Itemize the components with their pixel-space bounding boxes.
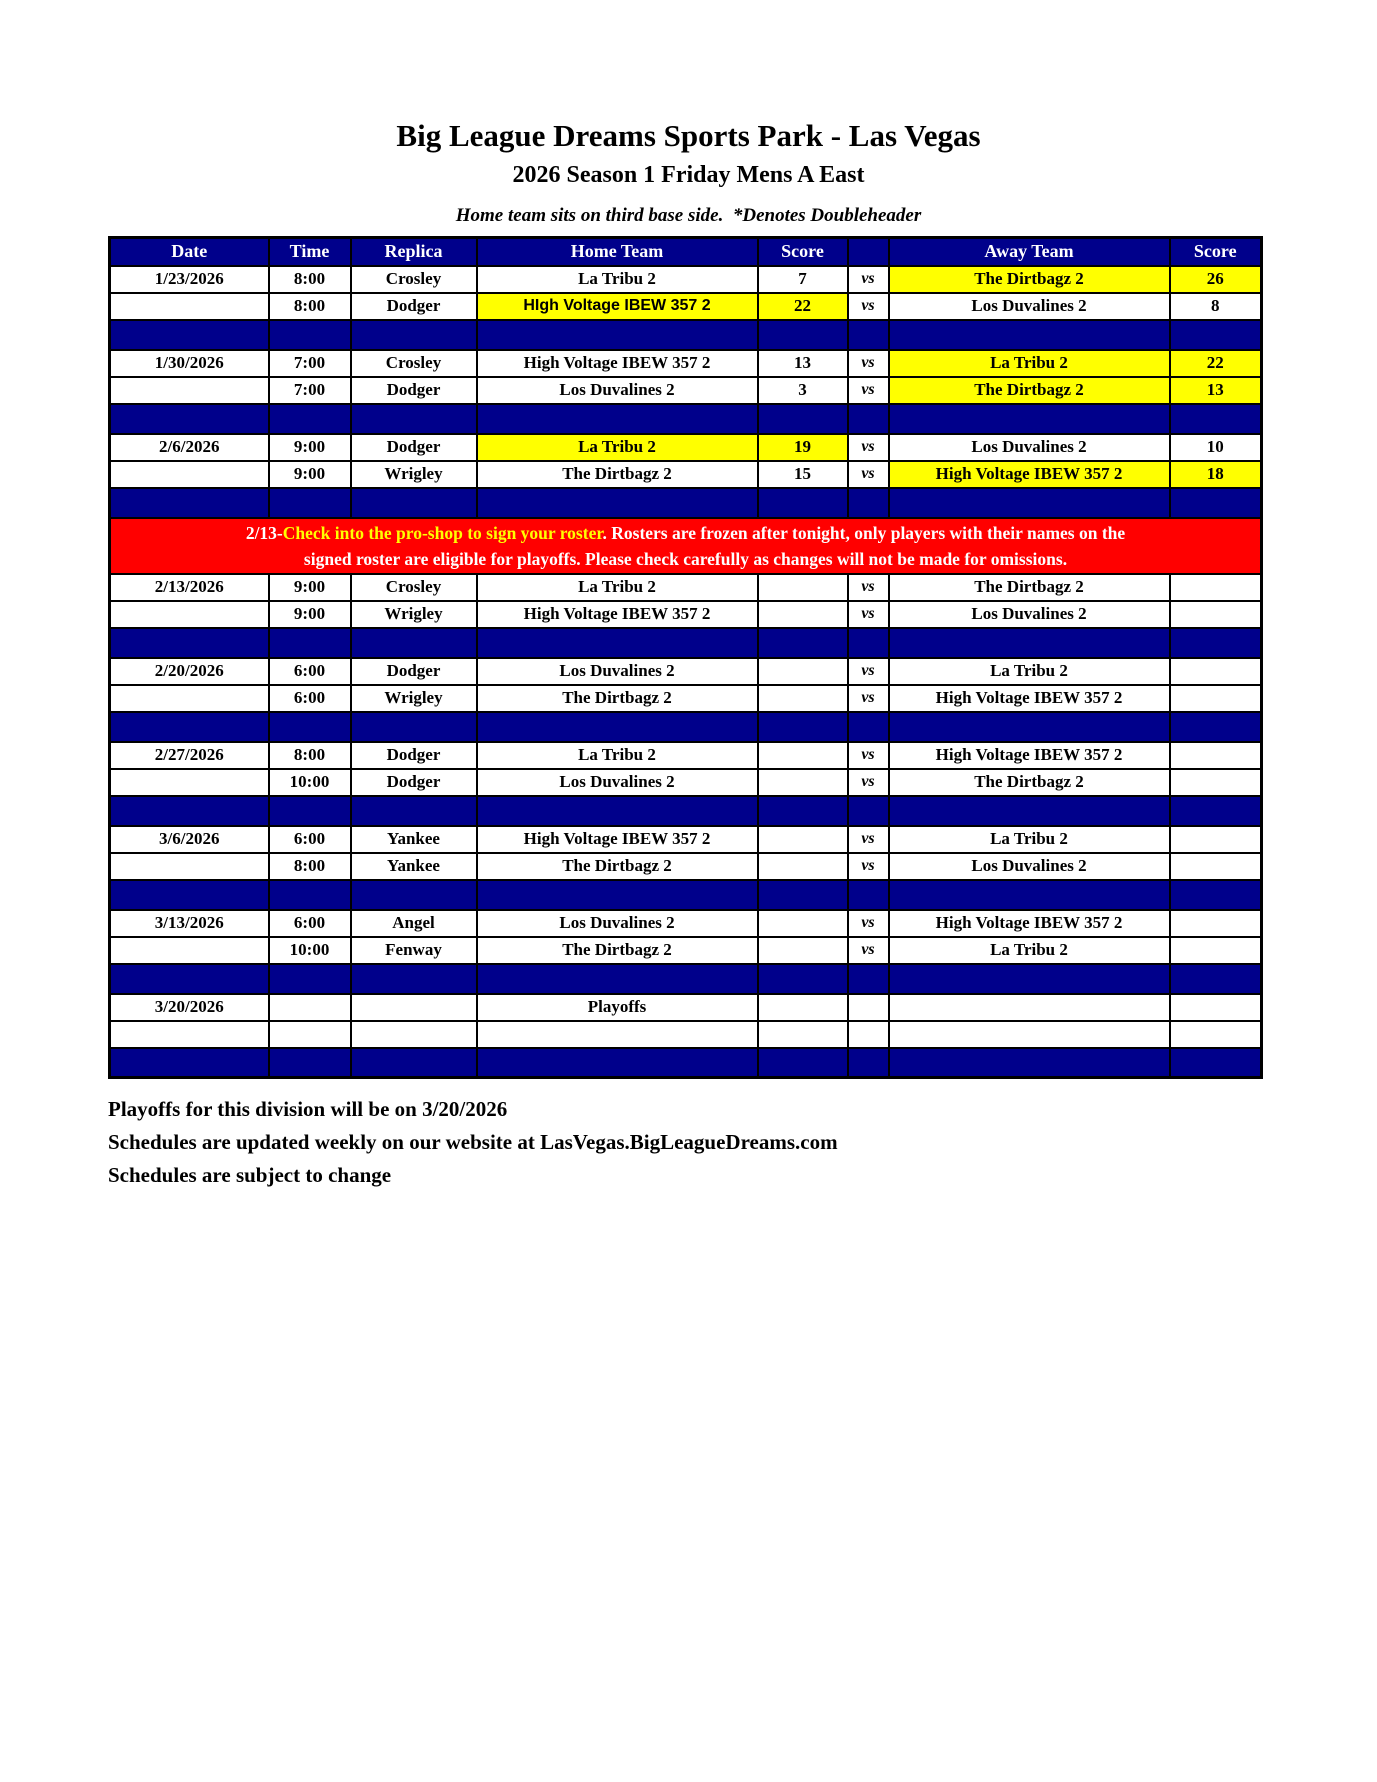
column-header: Away Team: [889, 238, 1170, 266]
away-team-cell: The Dirtbagz 2: [889, 266, 1170, 293]
date-cell: 3/6/2026: [110, 826, 269, 853]
date-cell: [110, 377, 269, 404]
separator-cell: [1170, 1048, 1262, 1078]
separator-row: [110, 964, 1262, 994]
date-cell: 2/13/2026: [110, 574, 269, 601]
separator-cell: [110, 796, 269, 826]
time-cell: [269, 1021, 351, 1048]
home-score-cell: [758, 742, 848, 769]
time-cell: 9:00: [269, 434, 351, 461]
replica-cell: Dodger: [351, 377, 477, 404]
separator-cell: [269, 320, 351, 350]
replica-cell: Wrigley: [351, 601, 477, 628]
game-row: [110, 574, 1262, 601]
banner-highlight-text: Check into the pro-shop to sign your roster: [282, 522, 603, 543]
time-cell: 9:00: [269, 461, 351, 488]
away-team-cell: [889, 994, 1170, 1021]
time-cell: 9:00: [269, 574, 351, 601]
home-team-cell: Playoffs: [477, 994, 758, 1021]
away-team-cell: High Voltage IBEW 357 2: [889, 685, 1170, 712]
vs-cell: [848, 994, 889, 1021]
separator-cell: [758, 488, 848, 518]
separator-cell: [351, 712, 477, 742]
away-score-cell: [1170, 853, 1262, 880]
separator-cell: [848, 320, 889, 350]
home-score-cell: [758, 826, 848, 853]
replica-cell: Dodger: [351, 293, 477, 320]
separator-cell: [1170, 964, 1262, 994]
separator-cell: [848, 964, 889, 994]
replica-cell: Dodger: [351, 742, 477, 769]
separator-cell: [351, 964, 477, 994]
home-team-cell: The Dirtbagz 2: [477, 937, 758, 964]
separator-row: [110, 1048, 1262, 1078]
separator-cell: [269, 796, 351, 826]
away-score-cell: 26: [1170, 266, 1262, 293]
game-row: [110, 266, 1262, 293]
separator-cell: [477, 628, 758, 658]
replica-cell: Crosley: [351, 266, 477, 293]
game-row: [110, 910, 1262, 937]
replica-cell: Dodger: [351, 434, 477, 461]
game-row: [110, 994, 1262, 1021]
separator-cell: [477, 712, 758, 742]
separator-cell: [477, 320, 758, 350]
replica-cell: Crosley: [351, 574, 477, 601]
game-row: [110, 826, 1262, 853]
column-header: Home Team: [477, 238, 758, 266]
replica-cell: Wrigley: [351, 461, 477, 488]
separator-cell: [110, 628, 269, 658]
home-score-cell: [758, 658, 848, 685]
vs-cell: vs: [848, 853, 889, 880]
separator-cell: [110, 712, 269, 742]
separator-cell: [477, 404, 758, 434]
away-score-cell: [1170, 742, 1262, 769]
away-score-cell: [1170, 826, 1262, 853]
schedule-table: [108, 236, 1263, 1079]
separator-cell: [110, 1048, 269, 1078]
separator-cell: [351, 1048, 477, 1078]
home-score-cell: [758, 685, 848, 712]
separator-cell: [269, 1048, 351, 1078]
away-score-cell: 10: [1170, 434, 1262, 461]
replica-cell: [351, 1021, 477, 1048]
game-row: [110, 742, 1262, 769]
separator-cell: [351, 628, 477, 658]
game-row: [110, 461, 1262, 488]
separator-row: [110, 404, 1262, 434]
time-cell: 8:00: [269, 293, 351, 320]
separator-cell: [1170, 320, 1262, 350]
game-row: [110, 1021, 1262, 1048]
separator-cell: [477, 488, 758, 518]
page-title: Big League Dreams Sports Park - Las Vegas: [396, 118, 981, 153]
away-team-cell: La Tribu 2: [889, 937, 1170, 964]
home-score-cell: 22: [758, 293, 848, 320]
home-team-cell: High Voltage IBEW 357 2: [477, 601, 758, 628]
separator-cell: [889, 628, 1170, 658]
separator-cell: [269, 880, 351, 910]
separator-row: [110, 628, 1262, 658]
separator-cell: [758, 404, 848, 434]
home-team-cell: Los Duvalines 2: [477, 910, 758, 937]
away-team-cell: High Voltage IBEW 357 2: [889, 742, 1170, 769]
game-row: [110, 685, 1262, 712]
home-team-cell: Los Duvalines 2: [477, 769, 758, 796]
banner-date-prefix: 2/13-: [245, 522, 283, 543]
vs-cell: vs: [848, 685, 889, 712]
column-header: Time: [269, 238, 351, 266]
date-cell: 3/13/2026: [110, 910, 269, 937]
home-score-cell: [758, 574, 848, 601]
away-score-cell: [1170, 769, 1262, 796]
separator-row: [110, 488, 1262, 518]
away-score-cell: [1170, 937, 1262, 964]
date-cell: [110, 601, 269, 628]
separator-cell: [1170, 712, 1262, 742]
home-score-cell: 13: [758, 350, 848, 377]
banner-line-1: [113, 520, 1258, 546]
away-score-cell: [1170, 574, 1262, 601]
separator-cell: [110, 880, 269, 910]
vs-cell: vs: [848, 293, 889, 320]
time-cell: 6:00: [269, 826, 351, 853]
separator-cell: [758, 712, 848, 742]
home-team-cell: La Tribu 2: [477, 574, 758, 601]
away-team-cell: La Tribu 2: [889, 658, 1170, 685]
separator-cell: [889, 796, 1170, 826]
vs-cell: vs: [848, 658, 889, 685]
separator-cell: [110, 488, 269, 518]
vs-cell: vs: [848, 574, 889, 601]
separator-cell: [110, 320, 269, 350]
separator-cell: [1170, 488, 1262, 518]
replica-cell: Yankee: [351, 826, 477, 853]
separator-cell: [889, 880, 1170, 910]
replica-cell: Crosley: [351, 350, 477, 377]
separator-cell: [269, 628, 351, 658]
time-cell: 6:00: [269, 910, 351, 937]
footer-line: Schedules are subject to change: [108, 1163, 392, 1187]
game-row: [110, 658, 1262, 685]
separator-row: [110, 796, 1262, 826]
away-score-cell: 22: [1170, 350, 1262, 377]
separator-cell: [351, 488, 477, 518]
division-subtitle: 2026 Season 1 Friday Mens A East: [512, 162, 865, 188]
separator-cell: [1170, 404, 1262, 434]
away-team-cell: The Dirtbagz 2: [889, 574, 1170, 601]
separator-cell: [269, 404, 351, 434]
home-team-cell: The Dirtbagz 2: [477, 853, 758, 880]
time-cell: [269, 994, 351, 1021]
away-team-cell: The Dirtbagz 2: [889, 377, 1170, 404]
column-header: Replica: [351, 238, 477, 266]
date-cell: [110, 685, 269, 712]
home-team-cell: The Dirtbagz 2: [477, 461, 758, 488]
separator-cell: [1170, 880, 1262, 910]
time-cell: 9:00: [269, 601, 351, 628]
time-cell: 8:00: [269, 266, 351, 293]
banner-line-2: signed roster are eligible for playoffs. Please check carefully as changes will not be made for omissions.: [303, 548, 1068, 569]
date-cell: [110, 937, 269, 964]
date-cell: 2/6/2026: [110, 434, 269, 461]
date-cell: 1/30/2026: [110, 350, 269, 377]
home-score-cell: [758, 910, 848, 937]
date-cell: [110, 769, 269, 796]
time-cell: 6:00: [269, 658, 351, 685]
separator-cell: [269, 964, 351, 994]
separator-cell: [351, 320, 477, 350]
separator-cell: [110, 404, 269, 434]
separator-cell: [477, 880, 758, 910]
date-cell: [110, 1021, 269, 1048]
home-score-cell: [758, 601, 848, 628]
away-team-cell: High Voltage IBEW 357 2: [889, 461, 1170, 488]
separator-cell: [269, 488, 351, 518]
footer-line: Schedules are updated weekly on our website at LasVegas.BigLeagueDreams.com: [108, 1130, 838, 1154]
separator-row: [110, 712, 1262, 742]
away-team-cell: La Tribu 2: [889, 826, 1170, 853]
home-score-cell: 15: [758, 461, 848, 488]
home-team-cell: Los Duvalines 2: [477, 377, 758, 404]
time-cell: 8:00: [269, 742, 351, 769]
separator-cell: [848, 712, 889, 742]
time-cell: 7:00: [269, 350, 351, 377]
time-cell: 10:00: [269, 769, 351, 796]
home-team-cell: La Tribu 2: [477, 434, 758, 461]
date-cell: [110, 461, 269, 488]
separator-cell: [477, 796, 758, 826]
vs-cell: vs: [848, 826, 889, 853]
separator-cell: [889, 712, 1170, 742]
vs-cell: vs: [848, 377, 889, 404]
game-row: [110, 937, 1262, 964]
game-row: [110, 601, 1262, 628]
vs-cell: vs: [848, 742, 889, 769]
home-team-cell: The Dirtbagz 2: [477, 685, 758, 712]
separator-cell: [758, 628, 848, 658]
home-score-cell: [758, 853, 848, 880]
home-team-cell: [477, 1021, 758, 1048]
away-team-cell: La Tribu 2: [889, 350, 1170, 377]
home-team-note: Home team sits on third base side. *Denotes Doubleheader: [455, 205, 922, 226]
vs-cell: vs: [848, 266, 889, 293]
away-score-cell: [1170, 601, 1262, 628]
separator-cell: [351, 404, 477, 434]
vs-column-header: [848, 238, 889, 266]
separator-cell: [1170, 796, 1262, 826]
home-team-cell: Los Duvalines 2: [477, 658, 758, 685]
time-cell: 7:00: [269, 377, 351, 404]
separator-cell: [110, 964, 269, 994]
replica-cell: Fenway: [351, 937, 477, 964]
home-score-cell: [758, 937, 848, 964]
date-cell: 3/20/2026: [110, 994, 269, 1021]
separator-cell: [758, 796, 848, 826]
time-cell: 10:00: [269, 937, 351, 964]
away-team-cell: Los Duvalines 2: [889, 434, 1170, 461]
separator-cell: [848, 1048, 889, 1078]
separator-cell: [758, 320, 848, 350]
date-cell: [110, 853, 269, 880]
time-cell: 6:00: [269, 685, 351, 712]
replica-cell: Angel: [351, 910, 477, 937]
away-team-cell: High Voltage IBEW 357 2: [889, 910, 1170, 937]
away-score-cell: 8: [1170, 293, 1262, 320]
time-cell: 8:00: [269, 853, 351, 880]
home-score-cell: 19: [758, 434, 848, 461]
home-score-cell: 3: [758, 377, 848, 404]
separator-cell: [848, 404, 889, 434]
vs-cell: vs: [848, 910, 889, 937]
schedule-body: [110, 266, 1262, 1078]
home-team-cell: HIgh Voltage IBEW 357 2: [477, 293, 758, 320]
separator-cell: [848, 488, 889, 518]
away-score-cell: [1170, 1021, 1262, 1048]
separator-cell: [889, 1048, 1170, 1078]
separator-cell: [889, 964, 1170, 994]
separator-cell: [848, 880, 889, 910]
separator-cell: [848, 796, 889, 826]
replica-cell: [351, 994, 477, 1021]
date-cell: [110, 293, 269, 320]
separator-row: [110, 880, 1262, 910]
date-cell: 1/23/2026: [110, 266, 269, 293]
roster-banner: [110, 518, 1262, 574]
vs-cell: vs: [848, 937, 889, 964]
away-team-cell: [889, 1021, 1170, 1048]
column-header: Score: [758, 238, 848, 266]
separator-cell: [889, 488, 1170, 518]
separator-cell: [351, 880, 477, 910]
separator-row: [110, 320, 1262, 350]
separator-cell: [848, 628, 889, 658]
home-score-cell: [758, 769, 848, 796]
away-score-cell: [1170, 685, 1262, 712]
home-score-cell: [758, 994, 848, 1021]
banner-rest-text: . Rosters are frozen after tonight, only players with their names on the: [602, 522, 1126, 543]
separator-cell: [758, 1048, 848, 1078]
vs-cell: vs: [848, 434, 889, 461]
vs-cell: vs: [848, 769, 889, 796]
date-cell: 2/27/2026: [110, 742, 269, 769]
game-row: [110, 434, 1262, 461]
date-cell: 2/20/2026: [110, 658, 269, 685]
away-score-cell: 13: [1170, 377, 1262, 404]
game-row: [110, 769, 1262, 796]
away-team-cell: Los Duvalines 2: [889, 853, 1170, 880]
separator-cell: [889, 320, 1170, 350]
separator-cell: [477, 1048, 758, 1078]
home-team-cell: High Voltage IBEW 357 2: [477, 826, 758, 853]
vs-cell: vs: [848, 601, 889, 628]
replica-cell: Dodger: [351, 658, 477, 685]
home-team-cell: High Voltage IBEW 357 2: [477, 350, 758, 377]
replica-cell: Yankee: [351, 853, 477, 880]
replica-cell: Dodger: [351, 769, 477, 796]
away-team-cell: Los Duvalines 2: [889, 601, 1170, 628]
separator-cell: [351, 796, 477, 826]
separator-cell: [889, 404, 1170, 434]
vs-cell: vs: [848, 350, 889, 377]
home-team-cell: La Tribu 2: [477, 742, 758, 769]
vs-cell: [848, 1021, 889, 1048]
column-header: Score: [1170, 238, 1262, 266]
game-row: [110, 377, 1262, 404]
away-team-cell: The Dirtbagz 2: [889, 769, 1170, 796]
away-score-cell: [1170, 994, 1262, 1021]
separator-cell: [758, 964, 848, 994]
separator-cell: [269, 712, 351, 742]
game-row: [110, 293, 1262, 320]
game-row: [110, 350, 1262, 377]
game-row: [110, 853, 1262, 880]
home-score-cell: [758, 1021, 848, 1048]
away-score-cell: 18: [1170, 461, 1262, 488]
away-score-cell: [1170, 658, 1262, 685]
away-team-cell: Los Duvalines 2: [889, 293, 1170, 320]
vs-cell: vs: [848, 461, 889, 488]
home-score-cell: 7: [758, 266, 848, 293]
separator-cell: [758, 880, 848, 910]
header-row: [110, 238, 1262, 266]
separator-cell: [477, 964, 758, 994]
replica-cell: Wrigley: [351, 685, 477, 712]
footer-line: Playoffs for this division will be on 3/20/2026: [108, 1097, 508, 1121]
home-team-cell: La Tribu 2: [477, 266, 758, 293]
roster-banner-row: [110, 518, 1262, 574]
away-score-cell: [1170, 910, 1262, 937]
column-header: Date: [110, 238, 269, 266]
separator-cell: [1170, 628, 1262, 658]
footer-notes: [108, 1093, 1377, 1192]
